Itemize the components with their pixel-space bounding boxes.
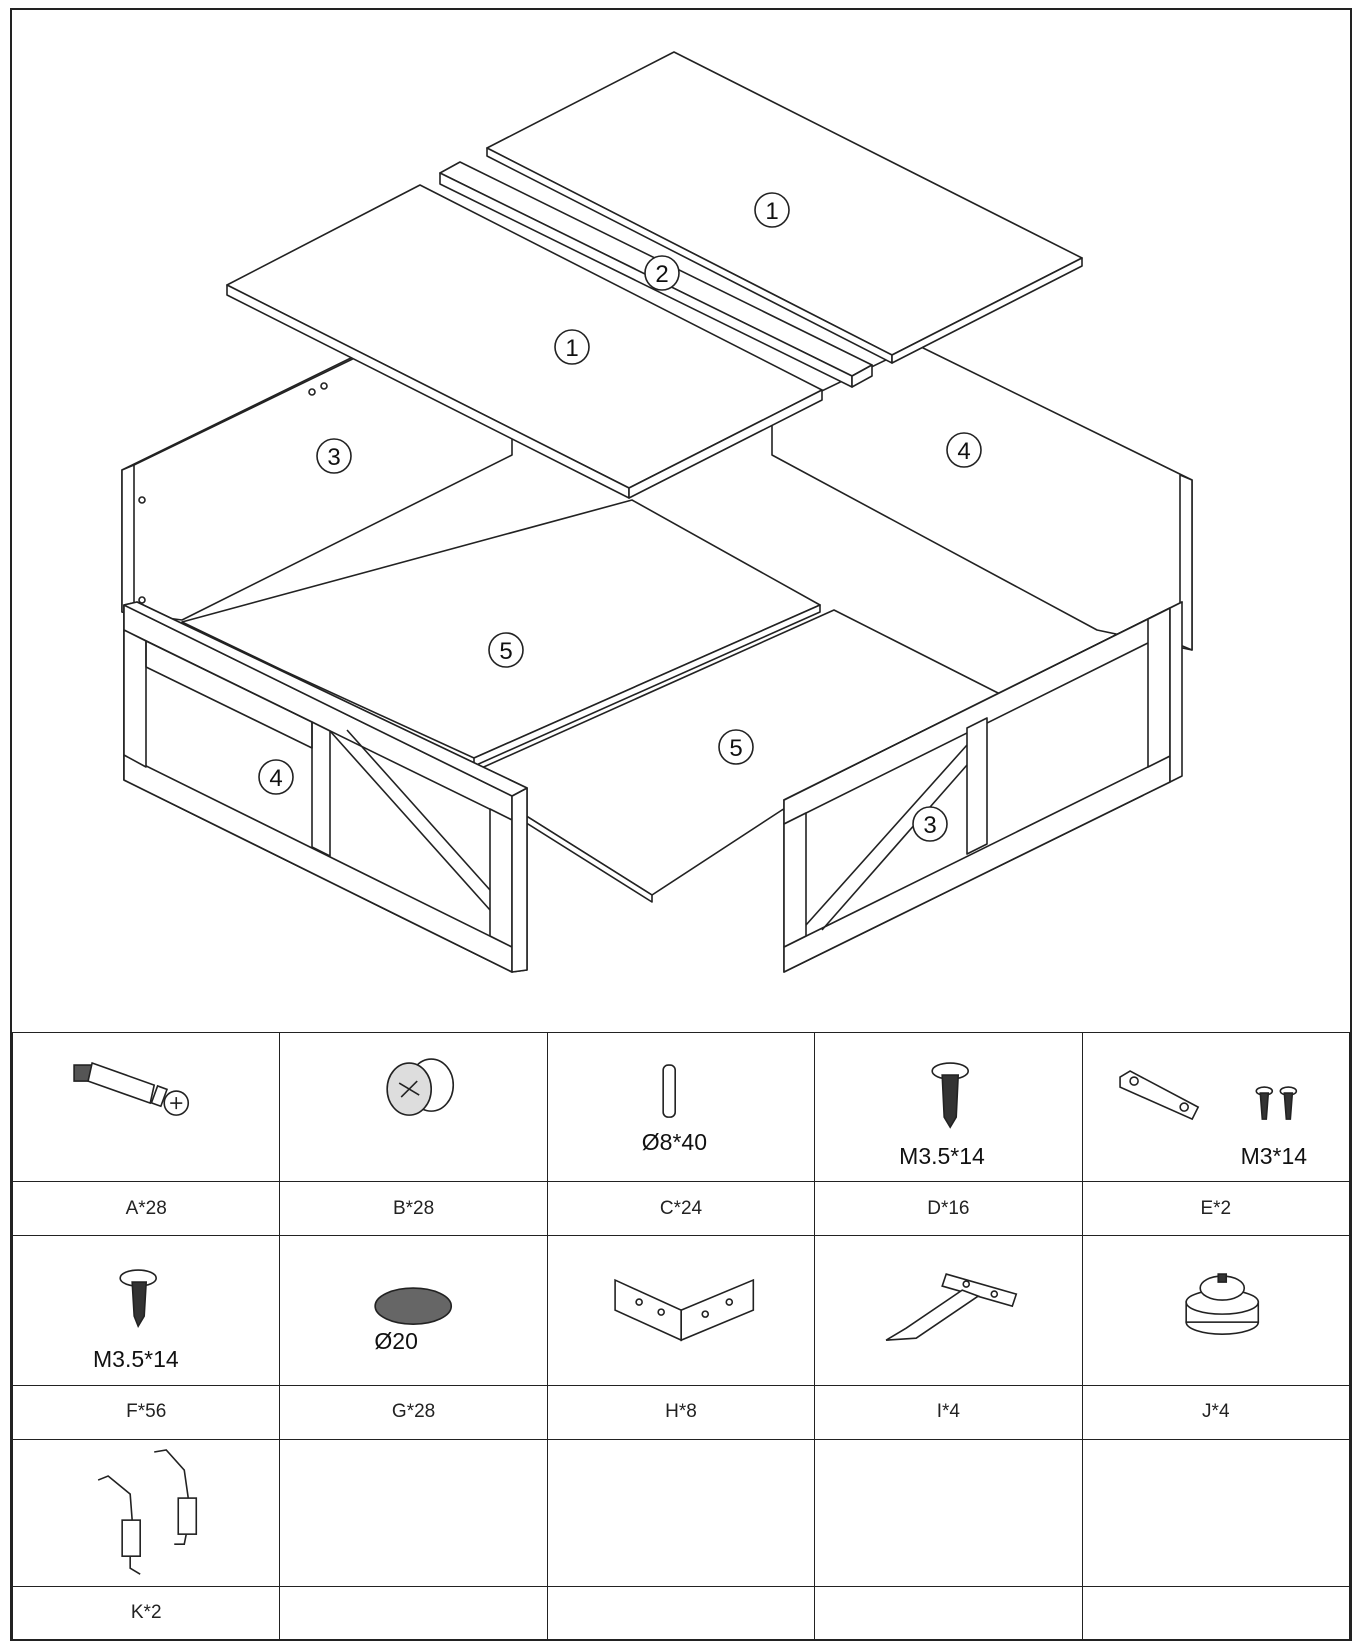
cam-bolt-icon <box>13 1033 279 1181</box>
part-g-cell <box>280 1236 547 1385</box>
part-d-label: D*16 <box>815 1182 1082 1236</box>
callout-3-back: 3 <box>327 444 341 471</box>
part-g-label: G*28 <box>280 1385 547 1439</box>
part-h-label: H*8 <box>547 1385 814 1439</box>
empty-label <box>815 1586 1082 1640</box>
part-k-label: K*2 <box>13 1586 280 1640</box>
part-e-label: E*2 <box>1082 1182 1349 1236</box>
part-b-cell <box>280 1033 547 1182</box>
callout-1-top: 1 <box>765 198 779 225</box>
instruction-sheet <box>10 8 1352 1641</box>
part-d-cell <box>815 1033 1082 1182</box>
empty-cell <box>547 1439 814 1586</box>
callout-5-right: 5 <box>729 735 743 762</box>
part-c-cell <box>547 1033 814 1182</box>
exploded-assembly-diagram <box>12 10 1354 1032</box>
part-i-label: I*4 <box>815 1385 1082 1439</box>
empty-label <box>280 1586 547 1640</box>
callout-5-left: 5 <box>499 638 513 665</box>
part-e-spec: M3*14 <box>1240 1143 1308 1169</box>
part-d-spec: M3.5*14 <box>899 1143 985 1169</box>
empty-label <box>547 1586 814 1640</box>
part-j-label: J*4 <box>1082 1385 1349 1439</box>
callout-4-back: 4 <box>957 438 971 465</box>
lid-support-icon <box>13 1440 279 1586</box>
empty-cell <box>280 1439 547 1586</box>
part-a-cell <box>13 1033 280 1182</box>
part-k-cell <box>13 1439 280 1586</box>
part-e-cell <box>1082 1033 1349 1182</box>
part-f-spec: M3.5*14 <box>93 1346 179 1373</box>
part-j-cell <box>1082 1236 1349 1385</box>
part-g-spec: Ø20 <box>374 1328 418 1355</box>
cam-lock-icon <box>280 1033 546 1181</box>
t-hinge-icon <box>815 1236 1081 1384</box>
callout-3-front: 3 <box>923 812 937 839</box>
connector-plate-icon <box>1083 1033 1349 1181</box>
part-f-label: F*56 <box>13 1385 280 1439</box>
callout-1-front: 1 <box>565 335 579 362</box>
callout-2: 2 <box>655 261 669 288</box>
empty-cell <box>1082 1439 1349 1586</box>
part-a-label: A*28 <box>13 1182 280 1236</box>
part-c-spec: Ø8*40 <box>641 1129 707 1155</box>
hardware-parts-table <box>12 1032 1350 1641</box>
corner-bracket-icon <box>548 1236 814 1384</box>
part-h-cell <box>547 1236 814 1385</box>
empty-cell <box>815 1439 1082 1586</box>
part-i-cell <box>815 1236 1082 1385</box>
part-b-label: B*28 <box>280 1182 547 1236</box>
empty-label <box>1082 1586 1349 1640</box>
wood-dowel-icon <box>548 1033 814 1181</box>
furniture-foot-icon <box>1083 1236 1349 1384</box>
cover-cap-icon <box>280 1236 546 1384</box>
part-c-label: C*24 <box>547 1182 814 1236</box>
part-f-cell <box>13 1236 280 1385</box>
panel-4-back-right <box>772 345 1192 650</box>
callout-4-front: 4 <box>269 765 283 792</box>
